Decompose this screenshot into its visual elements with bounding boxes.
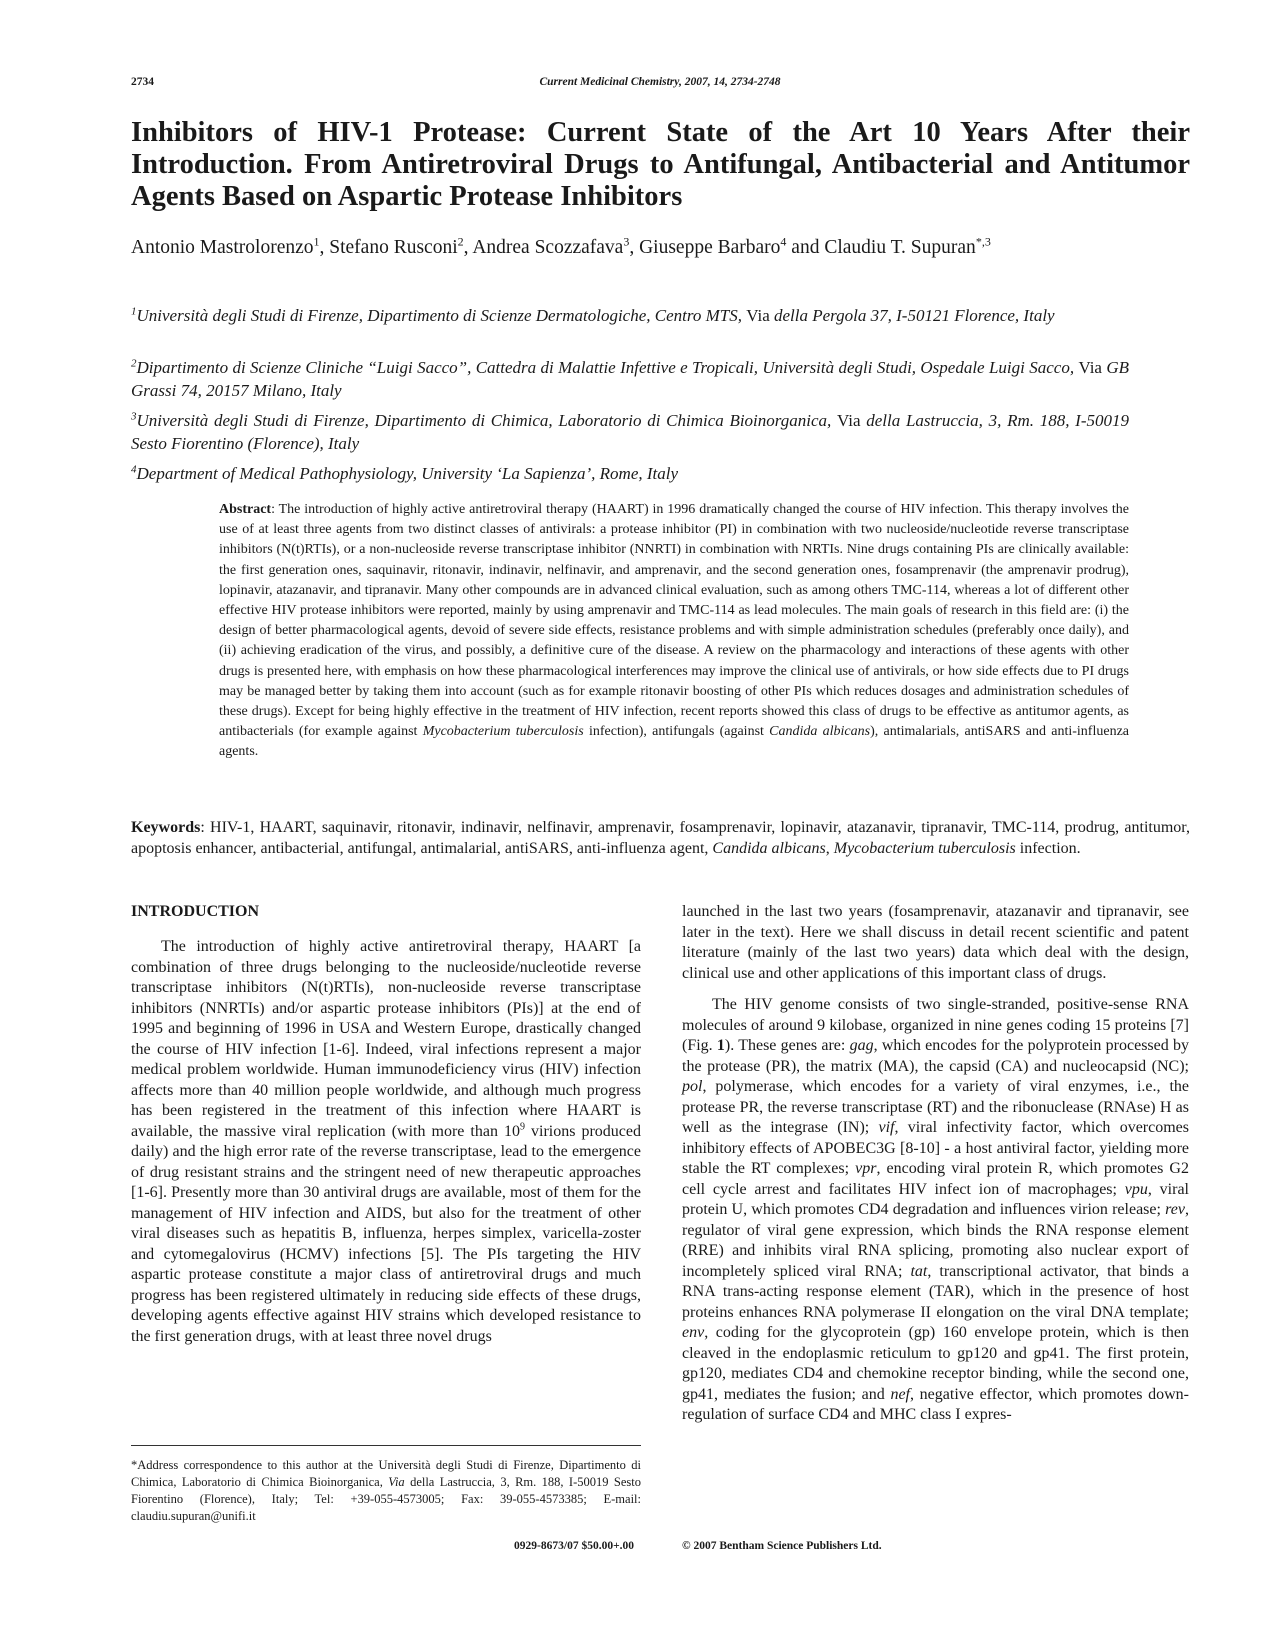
affiliation xyxy=(131,357,1129,402)
abstract-italic: Candida albicans xyxy=(769,724,871,740)
page-number: 2734 xyxy=(131,76,154,88)
author-affiliation-mark: 3 xyxy=(623,234,630,249)
abstract-italic: Mycobacterium tuberculosis xyxy=(422,724,584,740)
body-paragraph xyxy=(131,937,641,1347)
author-name: Giuseppe Barbaro xyxy=(639,237,781,258)
abstract-label: Abstract xyxy=(219,502,272,517)
paragraph-text: , negative effector, which promotes down-regulation of surface CD4 and MHC class I expres- xyxy=(682,1385,1189,1423)
section-heading: INTRODUCTION xyxy=(131,903,260,920)
author-affiliation-mark: 4 xyxy=(780,234,787,249)
keywords xyxy=(131,818,1190,859)
affiliation-via: Via xyxy=(837,411,861,430)
paragraph-text: , encoding viral protein R, which promotes G2 cell cycle arrest and facilitates HIV infect ion of macrophages; xyxy=(682,1160,1189,1198)
gene-name: pol xyxy=(682,1078,703,1095)
affiliation xyxy=(131,410,1129,455)
paragraph-text: , polymerase, which encodes for a variety of viral enzymes, i.e., the protease PR, the reverse transcriptase (RT) and the ribonuclease (RNAse) H as well as the integrase (IN); xyxy=(682,1078,1189,1136)
author-name: Claudiu T. Supuran xyxy=(824,237,976,258)
footnote-text: *Address correspondence to this author at the Università degli Studi di Firenze, Dipartimento di Chimica, Laboratorio di Chimica Bioinorganica, xyxy=(131,1458,641,1489)
journal-citation: Current Medicinal Chemistry, 2007, 14, 2734-2748 xyxy=(539,76,781,88)
superscript: 9 xyxy=(519,1121,525,1133)
running-head xyxy=(131,76,1189,94)
affiliation-mark: 3 xyxy=(131,410,137,423)
keywords-separator: , xyxy=(825,839,834,857)
figure-reference: 1 xyxy=(716,1037,725,1054)
abstract-text: : The introduction of highly active antiretroviral therapy (HAART) in 1996 dramatically changed the course of HIV infection. This therapy involves the use of at least three agents from two distinct classes of antivirals: a protease inhibitor (PI) in combination with two nucleoside/nucleotide reverse transcriptase inhibitors (N(t)RTIs), or a non-nucleoside reverse transcriptase inhibitor (NNRTI) in combination with NRTIs. Nine drugs containing PIs are clinically available: the first generation ones, saquinavir, ritonavir, indinavir, nelfinavir, and amprenavir, and the second generation ones, fosamprenavir (the amprenavir prodrug), lopinavir, atazanavir, and tipranavir. Many other compounds are in advanced clinical evaluation, such as among others TMC-114, whereas a lot of different other effective HIV protease inhibitors were reported, mainly by using amprenavir and TMC-114 as lead molecules. The main goals of research in this field are: (i) the design of better pharmacological agents, devoid of severe side effects, resistance problems and with simple administration schedules (preferably once daily), and (ii) achieving eradication of the virus, and possibly, a definitive cure of the disease. A review on the pharmacology and interactions of these agents with other drugs is presented here, with emphasis on how these pharmacological interferences may improve the clinical use of antivirals, or how side effects due to PI drugs may be managed better by taking them into account (such as for example ritonavir boosting of other PIs which reduces dosages and administration schedules of these drugs). Except for being highly effective in the treatment of HIV infection, recent reports showed this class of drugs to be effective as antitumor agents, as antibacterials (for example against xyxy=(219,502,1129,740)
affiliation-text: Università degli Studi di Firenze, Dipartimento di Chimica, Laboratorio di Chimica Bioinorganica, xyxy=(136,411,837,430)
gene-name: vpr xyxy=(855,1160,877,1177)
affiliation xyxy=(131,305,1129,328)
paragraph-text: , coding for the glycoprotein (gp) 160 envelope protein, which is then cleaved in the endoplasmic reticulum to gp120 and gp41. The first protein, gp120, mediates CD4 and chemokine receptor binding, while the second one, gp41, mediates the fusion; and xyxy=(682,1324,1189,1403)
right-column xyxy=(682,902,1189,1437)
copyright-notice: © 2007 Bentham Science Publishers Ltd. xyxy=(682,1540,882,1552)
author-name: Stefano Rusconi xyxy=(329,237,458,258)
affiliation-text: della Pergola 37, I-50121 Florence, Italy xyxy=(769,306,1055,325)
body-paragraph: launched in the last two years (fosamprenavir, atazanavir and tipranavir, see later in the text). Here we shall discuss in detail recent scientific and patent literature (mainly of the last two years) data which deal with the design, clinical use and other applications of this important class of drugs. xyxy=(682,903,1189,982)
gene-name: rev xyxy=(1165,1201,1185,1218)
paragraph-text: virions produced daily) and the high error rate of the reverse transcriptase, lead to the emergence of drug resistant strains and the stringent need of new therapeutic approaches [1-6]. Presently more than 30 antiviral drugs are available, most of them for the management of HIV infection and AIDS, but also for the treatment of other viral diseases such as hepatitis B, influenza, herpes simplex, varicella-zoster and cytomegalovirus (HCMV) infections [5]. The PIs targeting the HIV aspartic protease constitute a major class of antiretroviral drugs and much progress has been registered ultimately in reducing side effects of these drugs, developing agents effective against HIV strains which developed resistance to the first generation drugs, with at least three novel drugs xyxy=(131,1122,641,1345)
affiliation-via: Via xyxy=(746,306,770,325)
affiliation-text: GB Grassi 74, 20157 Milano, Italy xyxy=(131,358,1129,400)
left-column xyxy=(131,902,641,1358)
footnote-italic: Via xyxy=(388,1475,405,1489)
affiliation-text: Università degli Studi di Firenze, Dipartimento di Scienze Dermatologiche, Centro MTS, xyxy=(136,306,747,325)
paragraph-text: , which encodes for the polyprotein processed by the protease (PR), the matrix (MA), the capsid (CA) and nucleocapsid (NC); xyxy=(682,1037,1190,1075)
footnote-text: della Lastruccia, 3, Rm. 188, I-50019 Sesto Fiorentino (Florence), Italy; Tel: +39-055-4573005; Fax: 39-055-4573385; E-mail: claudiu.supuran@unifi.it xyxy=(131,1475,641,1523)
gene-name: env xyxy=(682,1324,705,1341)
gene-name: tat xyxy=(910,1262,928,1280)
author-affiliation-mark: 2 xyxy=(457,234,464,249)
affiliation xyxy=(131,463,1129,486)
issn-price-code: 0929-8673/07 $50.00+.00 xyxy=(514,1540,634,1552)
author-name: Andrea Scozzafava xyxy=(472,237,624,258)
paragraph-text: , viral protein U, which promotes CD4 degradation and influences virion release; xyxy=(682,1180,1190,1218)
abstract-text: infection), antifungals (against xyxy=(583,724,770,740)
author-name: Antonio Mastrolorenzo xyxy=(131,237,314,258)
abstract-text: ), antimalarials, antiSARS and anti-influenza agents. xyxy=(219,724,1129,760)
body-paragraph xyxy=(682,995,1189,1426)
affiliation-via: Via xyxy=(1078,358,1102,377)
gene-name: vif xyxy=(878,1119,895,1136)
paragraph-text: The introduction of highly active antiretroviral therapy, HAART [a combination of three drugs belonging to the nucleoside/nucleotide reverse transcriptase inhibitors (N(t)RTIs), non-nucleoside reverse transcriptase inhibitors (NNRTIs) and/or aspartic protease inhibitors (PIs)] at the end of 1995 and beginning of 1996 in USA and Western Europe, drastically changed the course of HIV infection [1-6]. Indeed, viral infections represent a major medical problem worldwide. Human immunodeficiency virus (HIV) infection affects more than 40 million people worldwide, and although much progress has been registered in the treatment of this infection where HAART is available, the massive viral replication (with more than 10 xyxy=(131,938,641,1140)
correspondence-footnote xyxy=(131,1457,641,1525)
affiliation-text: della Lastruccia, 3, Rm. 188, I-50019 Sesto Fiorentino (Florence), Italy xyxy=(131,411,1129,453)
affiliation-mark: 2 xyxy=(131,357,137,370)
paragraph-text: , regulator of viral gene expression, which binds the RNA response element (RRE) and inhibits viral RNA splicing, promoting also nuclear export of incompletely spliced viral RNA; xyxy=(682,1201,1189,1280)
paragraph-text: The HIV genome consists of two single-stranded, positive-sense RNA molecules of around 9 kilobase, organized in nine genes coding 15 proteins [7] (Fig. xyxy=(682,996,1189,1054)
affiliation-mark: 1 xyxy=(131,305,137,318)
article-title: Inhibitors of HIV-1 Protease: Current State of the Art 10 Years After their Introduction. From Antiretroviral Drugs to Antifungal, Antibacterial and Antitumor Agents Based on Aspartic Protease Inhibitors xyxy=(131,117,1190,212)
keywords-text: : HIV-1, HAART, saquinavir, ritonavir, indinavir, nelfinavir, amprenavir, fosamprenavir, lopinavir, atazanavir, tipranavir, TMC-114, prodrug, antitumor, apoptosis enhancer, antibacterial, antifungal, antimalarial, antiSARS, anti-influenza agent, xyxy=(131,819,1190,857)
paragraph-text: , transcriptional activator, that binds a RNA trans-acting response element (TAR), which in the presence of host proteins enhances RNA polymerase II elongation on the viral DNA template; xyxy=(682,1262,1189,1321)
affiliation-text: Department of Medical Pathophysiology, University ‘La Sapienza’, Rome, Italy xyxy=(136,464,679,483)
paragraph-text: , viral infectivity factor, which overcomes inhibitory effects of APOBEC3G [8-10] - a host antiviral factor, yielding more stable the RT complexes; xyxy=(682,1119,1189,1177)
author-list: Antonio Mastrolorenzo$^1$, Stefano Rusconi$^2$, Andrea Scozzafava$^3$, Giuseppe Barbaro$^4$ and Claudiu T. Supuran$^{*,3}$ xyxy=(131,234,991,258)
affiliation-text: Dipartimento di Scienze Cliniche “Luigi Sacco”, Cattedra di Malattie Infettive e Tropicali, Università degli Studi, Ospedale Luigi Sacco, xyxy=(136,358,1079,377)
gene-name: nef xyxy=(890,1385,910,1403)
keywords-italic: Candida albicans xyxy=(712,839,826,857)
author-affiliation-mark: 1 xyxy=(313,234,320,249)
keywords-text: infection. xyxy=(1015,839,1081,857)
paragraph-text: ). These genes are: xyxy=(724,1037,850,1054)
gene-name: gag xyxy=(849,1037,874,1054)
keywords-label: Keywords xyxy=(131,819,201,836)
gene-name: vpu xyxy=(1124,1180,1148,1198)
keywords-italic: Mycobacterium tuberculosis xyxy=(833,839,1016,857)
footnote-divider xyxy=(131,1445,641,1446)
author-affiliation-mark: *,3 xyxy=(975,234,991,249)
abstract xyxy=(219,500,1129,763)
affiliation-mark: 4 xyxy=(131,463,137,476)
